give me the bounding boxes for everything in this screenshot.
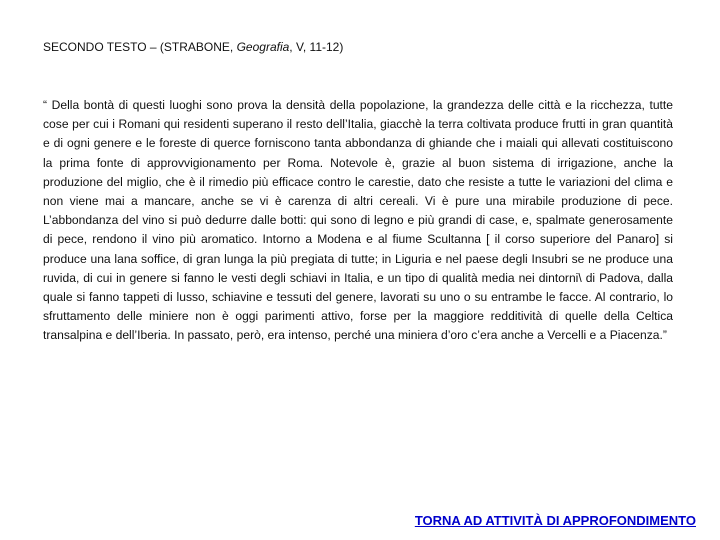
text-heading <box>43 38 673 56</box>
quoted-passage: “ Della bontà di questi luoghi sono prova la densità della popolazione, la grandezza delle città e la ricchezza, tutte cose per cui i Romani qui residenti superano il resto dell’Italia, giacchè la terra coltivata produce frutti in gran quantità e di ogni genere e le foreste di querce forniscono tanta abbondanza di ghiande che i maiali qui allevati costituiscono la prima fonte di approvvigionamento per Roma. Notevole è, grazie al buon sistema di irrigazione, anche la produzione del miglio, che è il rimedio più efficace contro le carestie, dato che resiste a tutte le variazioni del clima e non viene mai a mancare, anche se vi è carenza di altri cereali. Vi è pure una mirabile produzione di pece. L’abbondanza del vino si può dedurre dalle botti: qui sono di legno e più grandi di case, e, spalmate generosamente di pece, rendono il vino più aromatico. Intorno a Modena e al fiume Scultanna [ il corso superiore del Panaro] si produce una lana soffice, di gran lunga la più pregiata di tutte; in Liguria e nel paese degli Insubri se ne produce una ruvida, di cui in genere si fanno le vesti degli schiavi in Italia, e un tipo di qualità media nei dintorni\ di Padova, dalla quale si fanno tappeti di lusso, schiavine e tessuti del genere, lavorati su uno o su entrambe le facce. Al contrario, lo sfruttamento delle miniere non è oggi parimenti attivo, forse per la maggiore redditività di quelle della Celtica transalpina e dell’Iberia. In passato, però, era intenso, perché una miniera d’oro c’era anche a Vercelli e a Piacenza.” <box>43 98 673 343</box>
return-to-activity-link[interactable]: TORNA AD ATTIVITÀ DI APPROFONDIMENTO <box>414 513 696 528</box>
heading-work-title: Geografia <box>236 40 290 54</box>
heading-suffix: , V, 11-12) <box>289 40 344 54</box>
heading-prefix: SECONDO TESTO – (STRABONE, <box>43 40 237 54</box>
